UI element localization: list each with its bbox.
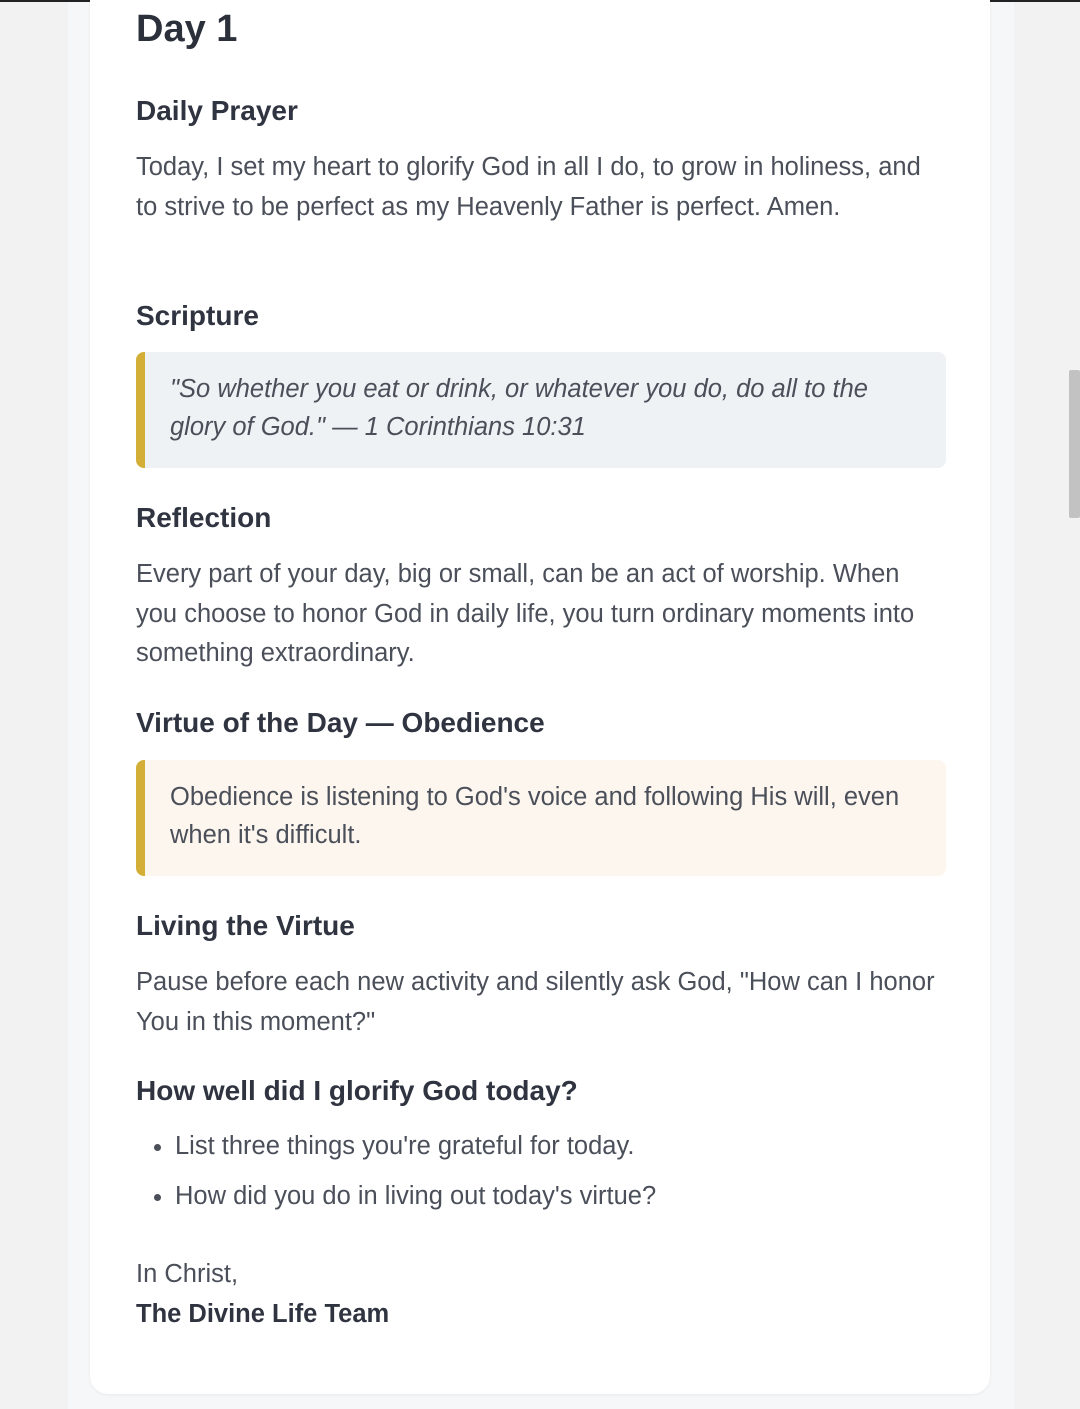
signoff bbox=[136, 1255, 389, 1334]
living-virtue-text: Pause before each new activity and silently ask God, "How can I honor You in this moment?" bbox=[136, 968, 935, 1036]
examen-heading: How well did I glorify God today? bbox=[136, 1075, 578, 1106]
virtue-callout: Obedience is listening to God's voice and following His will, even when it's difficult. bbox=[136, 760, 946, 876]
list-item: • How did you do in living out today's virtue? bbox=[175, 1176, 656, 1217]
living-virtue-heading: Living the Virtue bbox=[136, 910, 355, 941]
prayer-text: Today, I set my heart to glorify God in all I do, to grow in holiness, and to strive to be perfect as my Heavenly Father is perfect. Amen. bbox=[136, 153, 921, 221]
scripture-quote: "So whether you eat or drink, or whatever you do, do all to the glory of God." — 1 Corinthians 10:31 bbox=[136, 352, 946, 468]
reflection-text: Every part of your day, big or small, can be an act of worship. When you choose to honor God in daily life, you turn ordinary moments into something extraordinary. bbox=[136, 560, 915, 667]
devotional-card bbox=[90, 0, 990, 1394]
day-title: Day 1 bbox=[136, 8, 238, 50]
examen-list bbox=[136, 1126, 656, 1226]
scrollbar-thumb[interactable] bbox=[1069, 370, 1080, 518]
scripture-heading: Scripture bbox=[136, 300, 259, 331]
virtue-heading: Virtue of the Day — Obedience bbox=[136, 707, 545, 738]
reflection-heading: Reflection bbox=[136, 502, 272, 533]
signoff-team: The Divine Life Team bbox=[136, 1299, 390, 1328]
signoff-closing: In Christ, bbox=[136, 1260, 239, 1288]
prayer-heading: Daily Prayer bbox=[136, 95, 298, 126]
list-item: • List three things you're grateful for today. bbox=[175, 1126, 656, 1167]
